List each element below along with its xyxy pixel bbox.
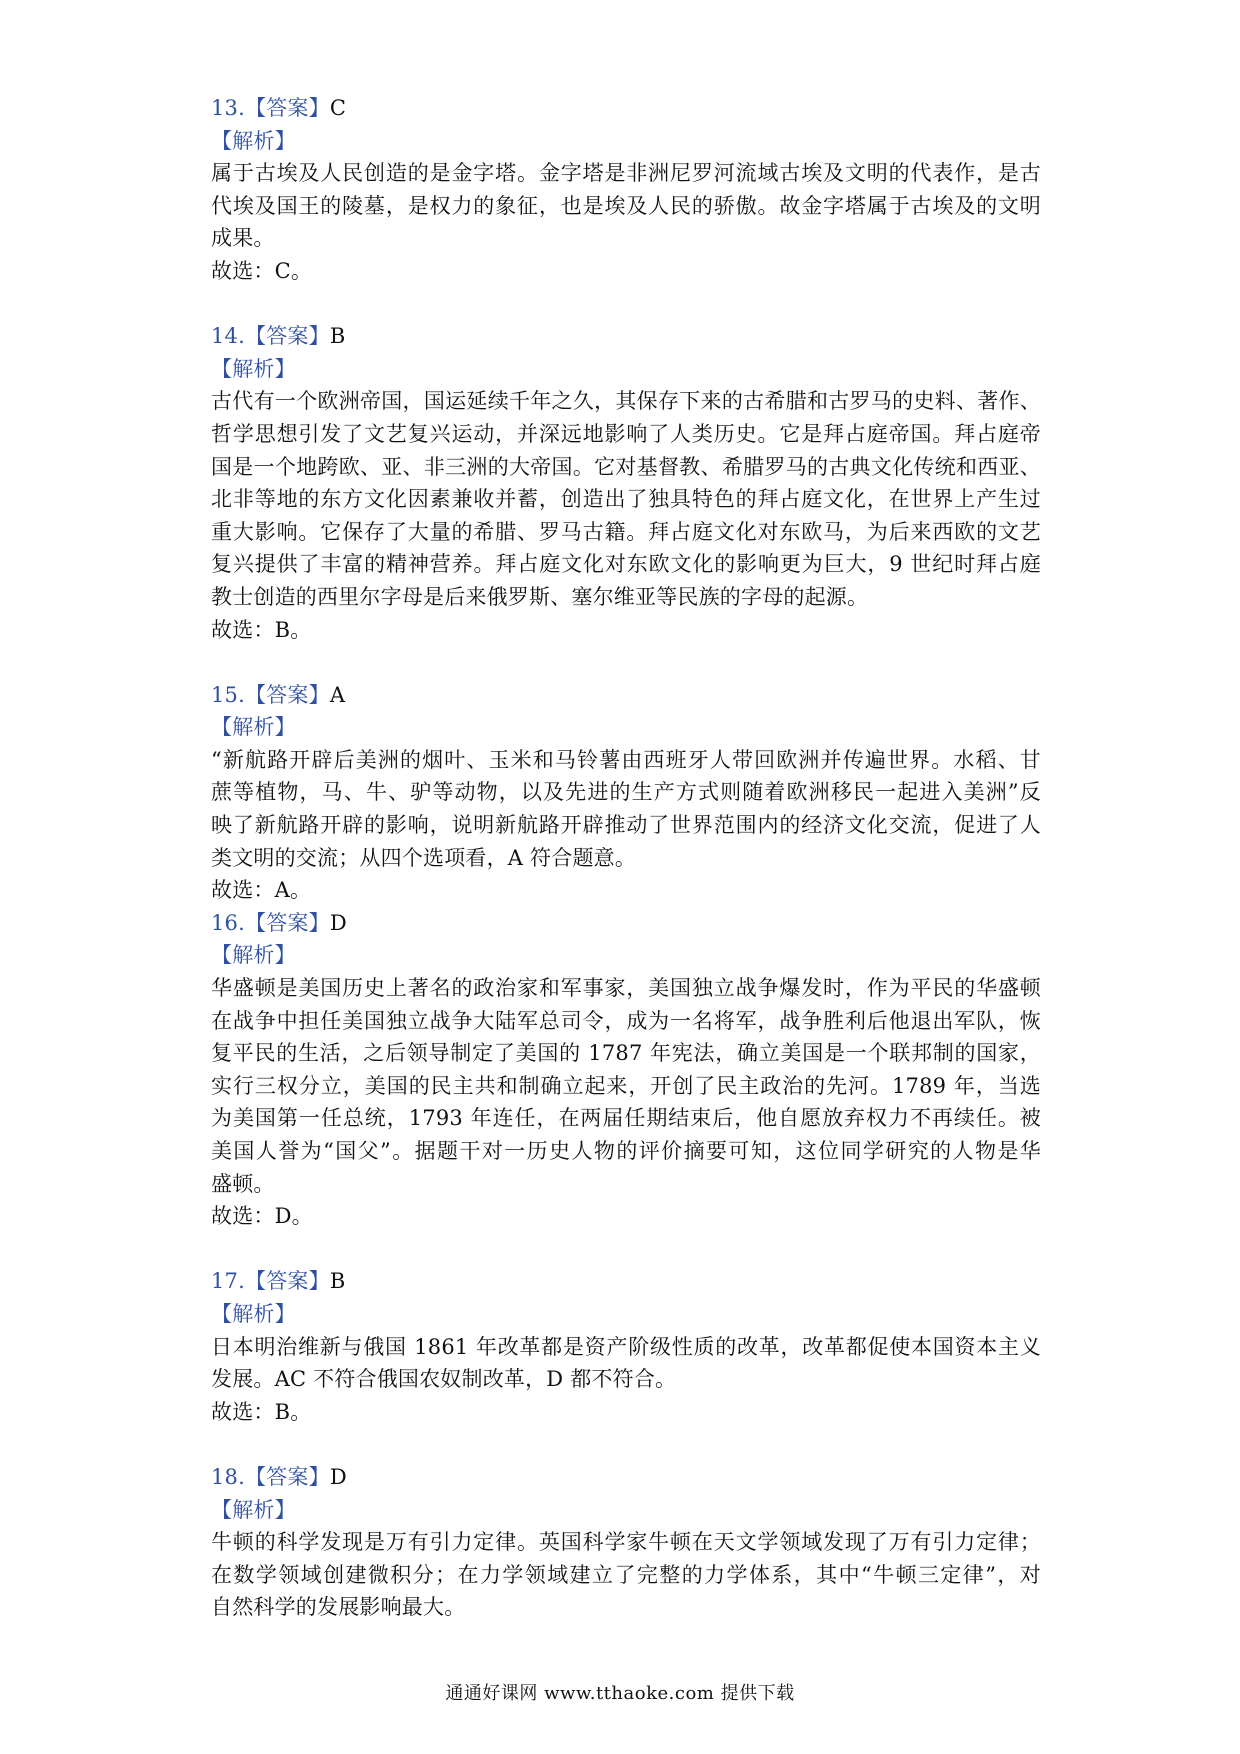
analysis-label: 【解析】 — [211, 128, 296, 153]
question-number: 15. — [211, 682, 245, 707]
conclusion: 故选：B。 — [211, 1399, 312, 1424]
conclusion: 故选：B。 — [211, 617, 312, 642]
analysis-text — [211, 385, 1041, 613]
analysis-label: 【解析】 — [211, 1301, 296, 1326]
analysis-line: 代埃及国王的陵墓，是权力的象征，也是埃及人民的骄傲。故金字塔属于古埃及的文明 — [211, 193, 1041, 218]
analysis-label: 【解析】 — [211, 943, 296, 968]
conclusion: 故选：C。 — [211, 258, 313, 283]
analysis-line: 国是一个地跨欧、亚、非三洲的大帝国。它对基督教、希腊罗马的古典文化传统和西亚、 — [211, 454, 1041, 479]
conclusion: 故选：D。 — [211, 1204, 313, 1229]
document-body — [211, 92, 1041, 1624]
question-number: 14. — [211, 324, 245, 349]
analysis-line: 牛顿的科学发现是万有引力定律。英国科学家牛顿在天文学领域发现了万有引力定律； — [211, 1530, 1041, 1555]
analysis-line: 蔗等植物，马、牛、驴等动物，以及先进的生产方式则随着欧洲移民一起进入美洲”反 — [211, 780, 1041, 805]
analysis-line: 美国人誉为“国父”。据题干对一历史人物的评价摘要可知，这位同学研究的人物是华 — [211, 1139, 1041, 1163]
question-13 — [211, 92, 1041, 288]
analysis-text — [211, 972, 1041, 1200]
answer-label: 【答案】 — [245, 682, 330, 707]
answer-choice: D — [329, 910, 347, 935]
answer-label: 【答案】 — [245, 910, 330, 935]
analysis-line: 实行三权分立，美国的民主共和制确立起来，开创了民主政治的先河。1789 年，当选 — [211, 1073, 1041, 1098]
answer-choice: A — [329, 682, 346, 707]
analysis-line: 在战争中担任美国独立战争大陆军总司令，成为一名将军，战争胜利后他退出军队，恢 — [211, 1008, 1041, 1033]
answer-choice: C — [329, 96, 347, 120]
analysis-line: 教士创造的西里尔字母是后来俄罗斯、塞尔维亚等民族的字母的起源。 — [211, 584, 869, 609]
question-number: 16. — [211, 910, 245, 935]
page-footer: 通通好课网 www.tthaoke.com 提供下载 — [445, 1683, 795, 1704]
answer-label: 【答案】 — [245, 324, 330, 349]
question-17 — [211, 1265, 1041, 1428]
question-15 — [211, 679, 1041, 907]
answer-label: 【答案】 — [245, 1464, 330, 1489]
analysis-line: 华盛顿是美国历史上著名的政治家和军事家，美国独立战争爆发时，作为平民的华盛顿 — [211, 976, 1041, 1001]
analysis-text — [211, 1331, 1041, 1396]
analysis-line: 属于古埃及人民创造的是金字塔。金字塔是非洲尼罗河流域古埃及文明的代表作，是古 — [211, 161, 1041, 186]
answer-choice: D — [329, 1464, 347, 1489]
analysis-label: 【解析】 — [211, 356, 296, 381]
answer-label: 【答案】 — [245, 1269, 330, 1294]
answer-choice: B — [329, 324, 346, 349]
analysis-line: 日本明治维新与俄国 1861 年改革都是资产阶级性质的改革，改革都促使本国资本主义 — [211, 1334, 1041, 1359]
question-18 — [211, 1461, 1041, 1624]
answer-line — [211, 1265, 1041, 1298]
answer-line — [211, 320, 1041, 353]
analysis-line: 重大影响。它保存了大量的希腊、罗马古籍。拜占庭文化对东欧马，为后来西欧的文艺 — [211, 519, 1041, 544]
analysis-line: 北非等地的东方文化因素兼收并蓄，创造出了独具特色的拜占庭文化，在世界上产生过 — [211, 487, 1041, 512]
analysis-line: 映了新航路开辟的影响，说明新航路开辟推动了世界范围内的经济文化交流，促进了人 — [211, 813, 1041, 838]
analysis-text — [211, 744, 1041, 874]
analysis-line: 在数学领域创建微积分；在力学领域建立了完整的力学体系，其中“牛顿三定律”，对 — [211, 1562, 1041, 1587]
analysis-label: 【解析】 — [211, 715, 296, 740]
analysis-label: 【解析】 — [211, 1497, 296, 1522]
answer-line — [211, 679, 1041, 712]
analysis-line: 为美国第一任总统，1793 年连任，在两届任期结束后，他自愿放弃权力不再续任。被 — [211, 1106, 1041, 1131]
analysis-line: 发展。AC 不符合俄国农奴制改革，D 都不符合。 — [211, 1367, 677, 1392]
answer-line — [211, 1461, 1041, 1494]
answer-line — [211, 907, 1041, 940]
conclusion: 故选：A。 — [211, 878, 312, 903]
analysis-line: 复平民的生活，之后领导制定了美国的 1787 年宪法，确立美国是一个联邦制的国家， — [211, 1041, 1041, 1066]
analysis-text — [211, 1526, 1041, 1624]
analysis-line: 古代有一个欧洲帝国，国运延续千年之久，其保存下来的古希腊和古罗马的史料、著作、 — [211, 389, 1041, 414]
question-14 — [211, 320, 1041, 646]
analysis-line: 盛顿。 — [211, 1171, 275, 1196]
answer-label: 【答案】 — [245, 96, 330, 120]
question-number: 17. — [211, 1269, 245, 1294]
analysis-text — [211, 157, 1041, 255]
analysis-line: 自然科学的发展影响最大。 — [211, 1595, 466, 1620]
analysis-line: 复兴提供了丰富的精神营养。拜占庭文化对东欧文化的影响更为巨大，9 世纪时拜占庭 — [211, 552, 1041, 577]
analysis-line: 类文明的交流；从四个选项看，A 符合题意。 — [211, 845, 637, 870]
question-number: 18. — [211, 1464, 245, 1489]
question-16 — [211, 907, 1041, 1233]
analysis-line: “新航路开辟后美洲的烟叶、玉米和马铃薯由西班牙人带回欧洲并传遍世界。水稻、甘 — [211, 747, 1041, 772]
answer-choice: B — [329, 1269, 346, 1294]
question-number: 13. — [211, 96, 245, 120]
answer-line — [211, 92, 1041, 125]
analysis-line: 成果。 — [211, 226, 275, 251]
analysis-line: 哲学思想引发了文艺复兴运动，并深远地影响了人类历史。它是拜占庭帝国。拜占庭帝 — [211, 421, 1041, 446]
